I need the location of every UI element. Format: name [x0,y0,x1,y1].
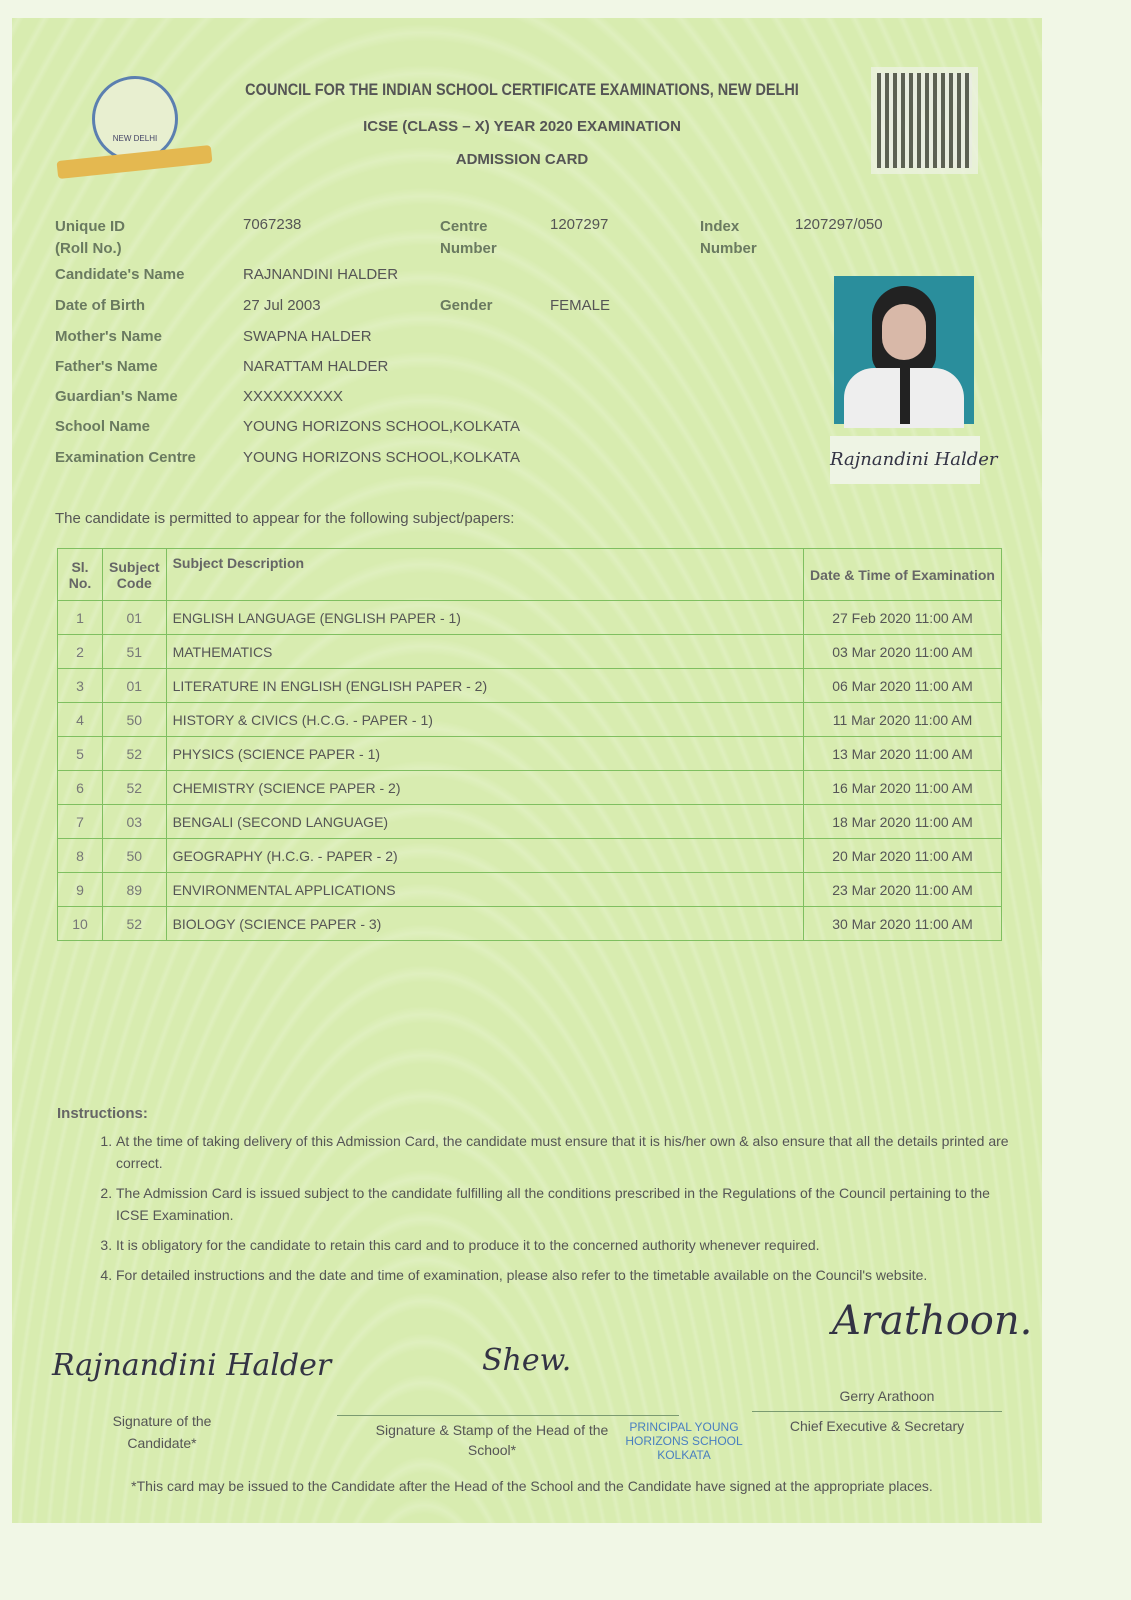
footer-note: *This card may be issued to the Candidate after the Head of the School and the Candidate have signed at the appropriate places. [131,1478,933,1494]
dob-value: 27 Jul 2003 [243,297,321,314]
cell-date: 20 Mar 2020 11:00 AM [804,839,1002,873]
name-label: Candidate's Name [55,266,185,283]
cell-sl: 10 [58,907,103,941]
council-title: COUNCIL FOR THE INDIAN SCHOOL CERTIFICATE EXAMINATIONS, NEW DELHI [245,80,799,99]
card-title: ADMISSION CARD [455,151,589,168]
unique-id-value: 7067238 [243,216,302,233]
cell-date: 27 Feb 2020 11:00 AM [804,601,1002,635]
instruction-item: 4. For detailed instructions and the date and time of examination, please also refer to the timetable available on the Council's website. [116,1264,1016,1286]
mother-value: SWAPNA HALDER [243,328,372,345]
cell-sl: 6 [58,771,103,805]
table-row [58,839,1002,873]
cell-sl: 8 [58,839,103,873]
instructions-title: Instructions: [57,1105,148,1122]
secretary-signature: Arathoon. [832,1298,1033,1344]
cell-code: 01 [103,669,167,703]
table-row [58,601,1002,635]
candidate-signature: Rajnandini Halder [52,1348,332,1383]
permit-text: The candidate is permitted to appear for the following subject/papers: [55,510,515,527]
gender-label: Gender [440,297,493,314]
cell-date: 11 Mar 2020 11:00 AM [804,703,1002,737]
candidate-signature-label: Signature of the Candidate* [112,1413,212,1451]
cell-code: 52 [103,907,167,941]
name-value: RAJNANDINI HALDER [243,266,399,283]
cell-description: HISTORY & CIVICS (H.C.G. - PAPER - 1) [166,703,803,737]
cell-date: 30 Mar 2020 11:00 AM [804,907,1002,941]
cell-description: BENGALI (SECOND LANGUAGE) [166,805,803,839]
unique-id-label: Unique ID (Roll No.) [55,218,125,257]
qr-code [877,73,972,168]
cell-sl: 9 [58,873,103,907]
cell-description: PHYSICS (SCIENCE PAPER - 1) [166,737,803,771]
cell-code: 03 [103,805,167,839]
centre-value: 1207297 [550,216,609,233]
school-stamp: PRINCIPAL YOUNG HORIZONS SCHOOL KOLKATA [625,1420,743,1462]
candidate-photo [834,276,974,424]
council-logo: NEW DELHI [92,76,178,162]
subjects-table [57,548,1002,941]
centre-label: Centre Number [440,218,497,257]
instruction-item: 3. It is obligatory for the candidate to retain this card and to produce it to the concerned authority whenever required. [116,1234,1016,1256]
head-signature: Shew. [482,1343,572,1378]
cell-date: 16 Mar 2020 11:00 AM [804,771,1002,805]
exam-title: ICSE (CLASS – X) YEAR 2020 EXAMINATION [363,118,681,135]
cell-code: 89 [103,873,167,907]
cell-date: 13 Mar 2020 11:00 AM [804,737,1002,771]
col-description: Subject Description [166,549,803,601]
instructions-list [60,1130,1016,1294]
admission-card [12,18,1042,1523]
table-row [58,669,1002,703]
index-value: 1207297/050 [795,216,883,233]
cell-date: 03 Mar 2020 11:00 AM [804,635,1002,669]
exam-centre-value: YOUNG HORIZONS SCHOOL,KOLKATA [243,449,520,466]
cell-sl: 7 [58,805,103,839]
secretary-line [752,1411,1002,1412]
table-row [58,635,1002,669]
cell-code: 51 [103,635,167,669]
table-row [58,703,1002,737]
secretary-title: Chief Executive & Secretary [789,1418,965,1434]
cell-description: BIOLOGY (SCIENCE PAPER - 3) [166,907,803,941]
table-row [58,873,1002,907]
school-value: YOUNG HORIZONS SCHOOL,KOLKATA [243,418,520,435]
cell-date: 18 Mar 2020 11:00 AM [804,805,1002,839]
col-date: Date & Time of Examination [804,549,1002,601]
cell-date: 06 Mar 2020 11:00 AM [804,669,1002,703]
cell-sl: 2 [58,635,103,669]
photo-signature: Rajnandini Halder [830,436,980,484]
guardian-value: XXXXXXXXXX [243,388,344,405]
cell-code: 50 [103,839,167,873]
father-label: Father's Name [55,358,158,375]
guardian-label: Guardian's Name [55,388,178,405]
cell-sl: 3 [58,669,103,703]
cell-description: ENGLISH LANGUAGE (ENGLISH PAPER - 1) [166,601,803,635]
cell-sl: 4 [58,703,103,737]
col-sl: Sl. No. [58,549,103,601]
dob-label: Date of Birth [55,297,145,314]
col-code: Subject Code [103,549,167,601]
cell-code: 52 [103,737,167,771]
exam-centre-label: Examination Centre [55,449,196,466]
table-row [58,907,1002,941]
cell-code: 50 [103,703,167,737]
secretary-name: Gerry Arathoon [839,1388,935,1404]
head-signature-line [337,1415,679,1416]
index-label: Index Number [700,218,757,257]
father-value: NARATTAM HALDER [243,358,389,375]
cell-sl: 1 [58,601,103,635]
gender-value: FEMALE [550,297,611,314]
mother-label: Mother's Name [55,328,162,345]
cell-description: GEOGRAPHY (H.C.G. - PAPER - 2) [166,839,803,873]
cell-code: 01 [103,601,167,635]
cell-description: CHEMISTRY (SCIENCE PAPER - 2) [166,771,803,805]
cell-code: 52 [103,771,167,805]
cell-description: MATHEMATICS [166,635,803,669]
cell-description: LITERATURE IN ENGLISH (ENGLISH PAPER - 2) [166,669,803,703]
cell-description: ENVIRONMENTAL APPLICATIONS [166,873,803,907]
table-row [58,737,1002,771]
instruction-item: 1. At the time of taking delivery of this Admission Card, the candidate must ensure that it is his/her own & also ensure that all the details printed are correct. [116,1130,1016,1174]
cell-date: 23 Mar 2020 11:00 AM [804,873,1002,907]
head-signature-label: Signature & Stamp of the Head of the School* [375,1422,609,1458]
table-row [58,771,1002,805]
table-header [58,549,1002,601]
table-row [58,805,1002,839]
school-label: School Name [55,418,151,435]
instruction-item: 2. The Admission Card is issued subject to the candidate fulfilling all the conditions prescribed in the Regulations of the Council pertaining to the ICSE Examination. [116,1182,1016,1226]
cell-sl: 5 [58,737,103,771]
